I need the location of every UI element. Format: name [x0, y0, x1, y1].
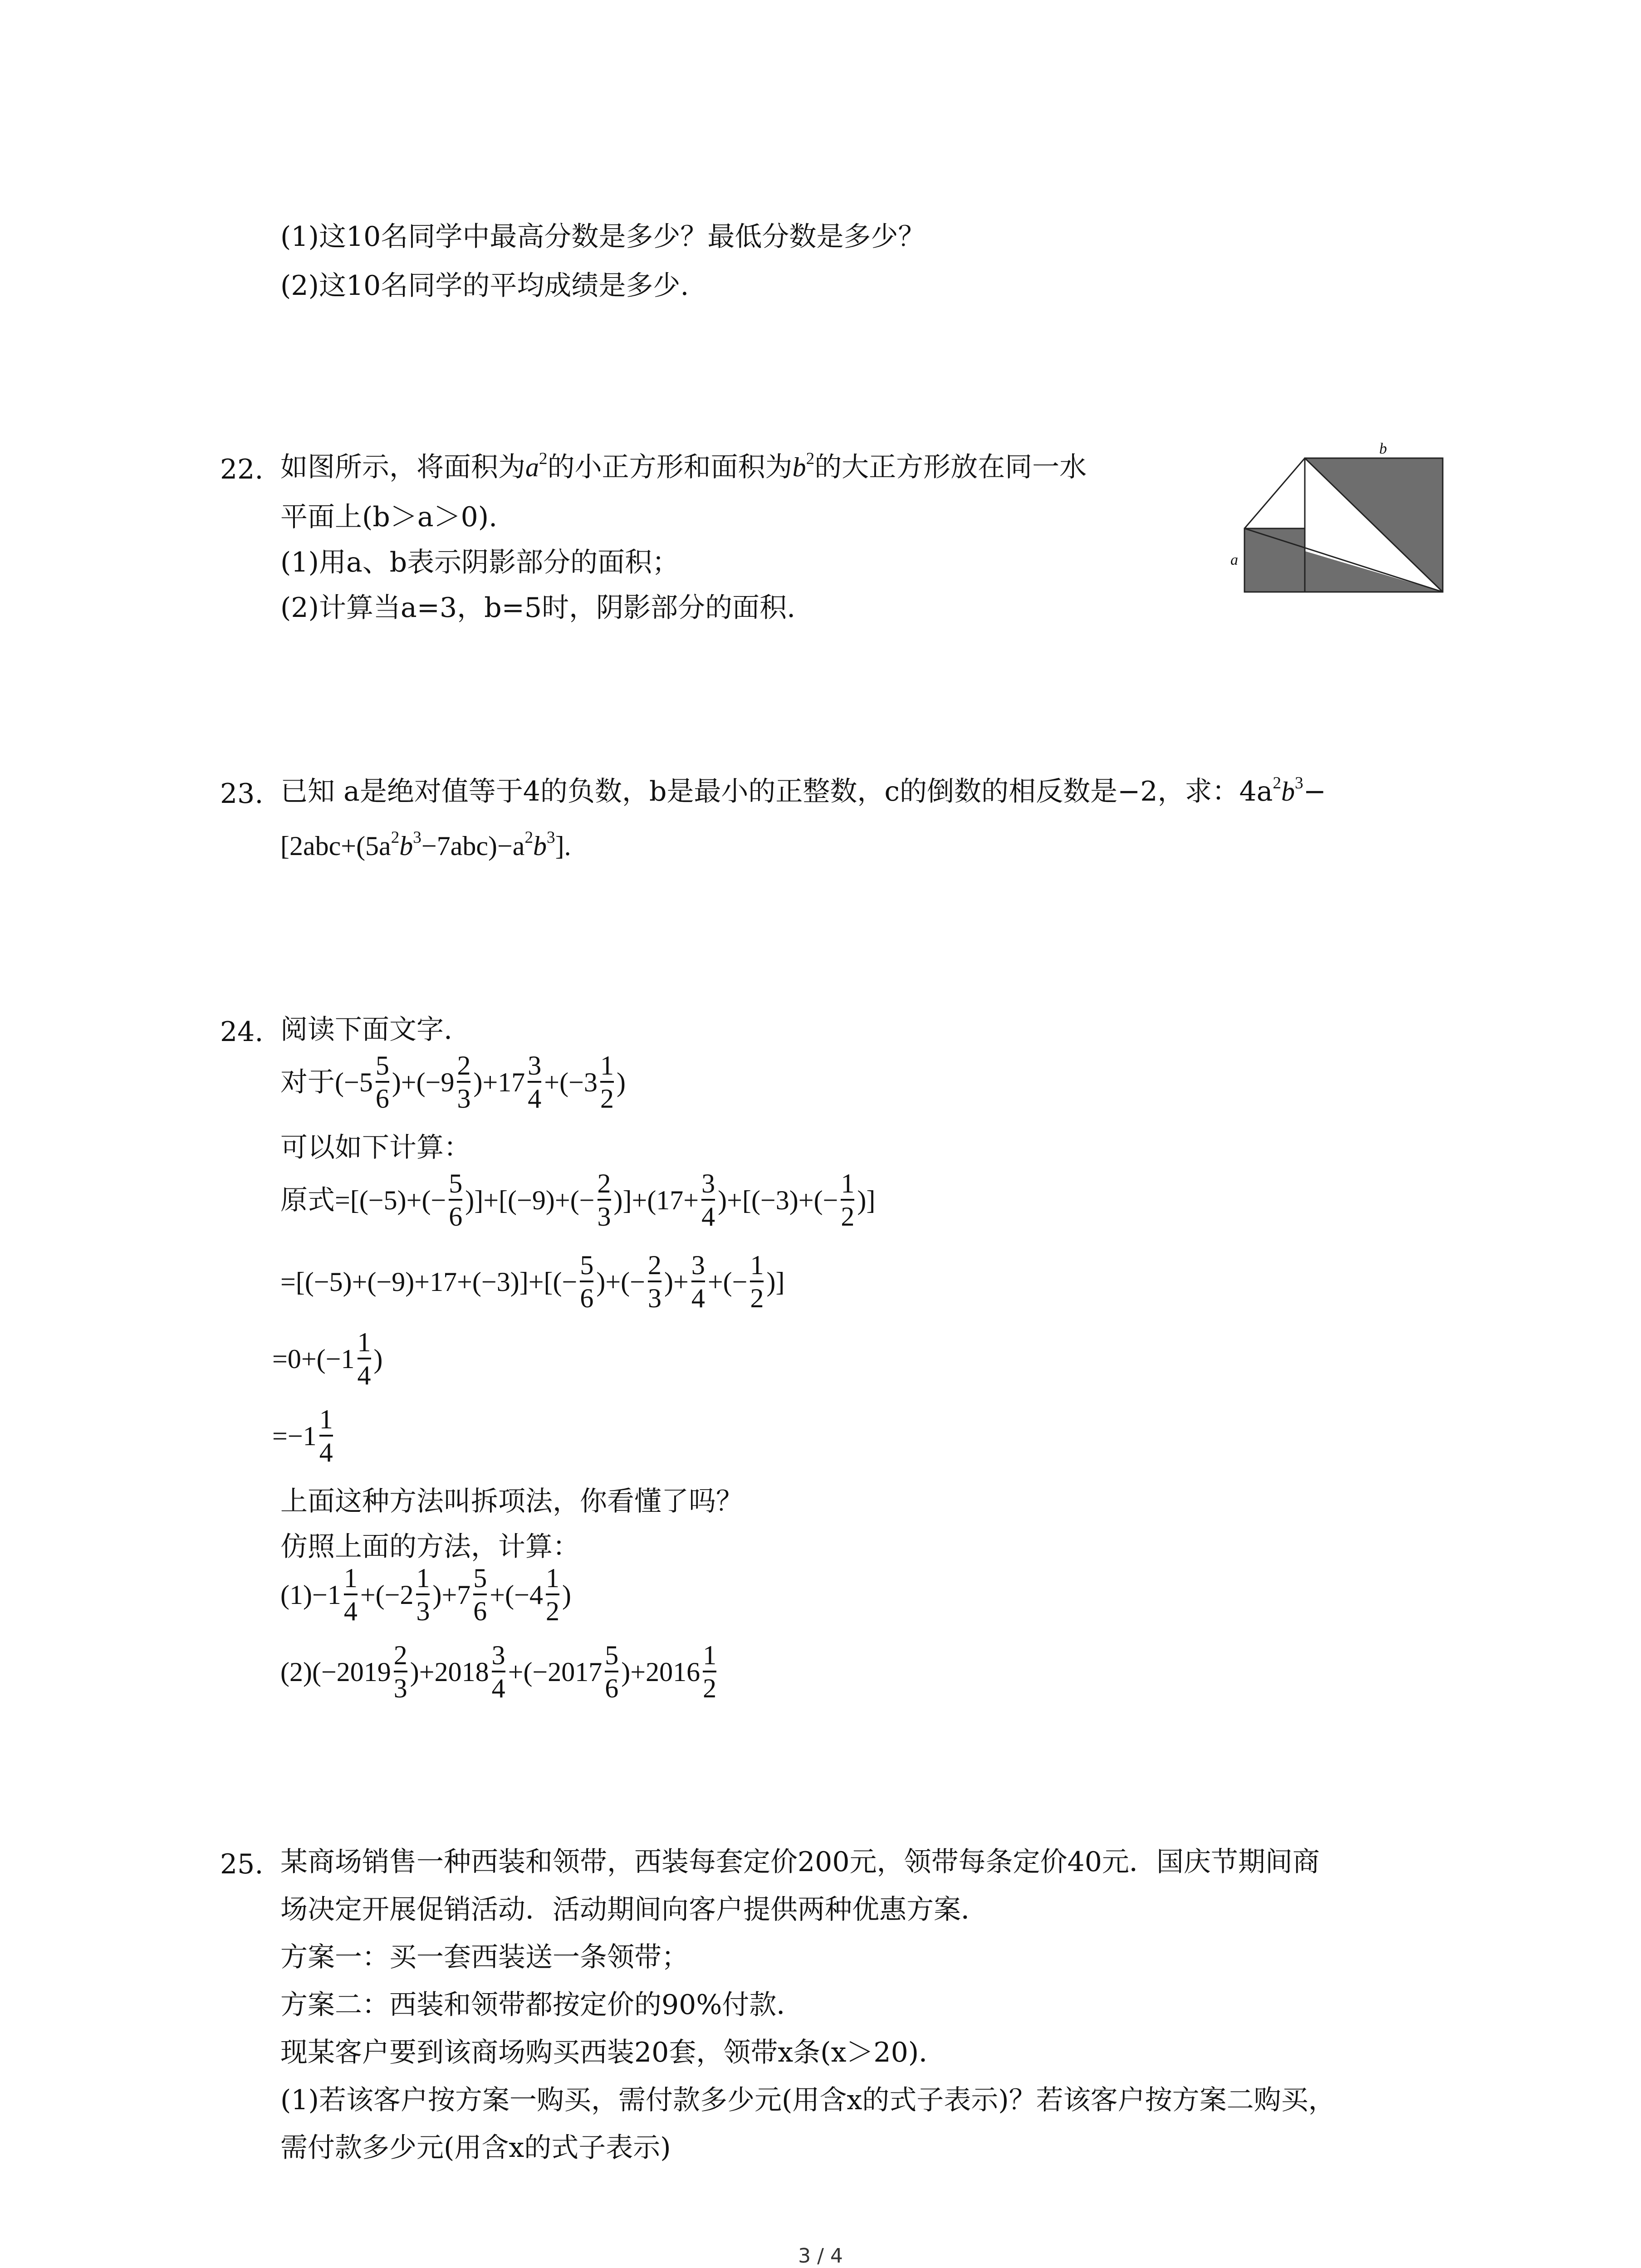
q23-line1-a: 已知 a是绝对值等于4的负数，b是最小的正整数，c的倒数的相反数是−2，求：4a — [280, 776, 1273, 807]
q22-var-a: a — [525, 452, 539, 482]
q22-line1 — [280, 450, 1087, 483]
q24-e1-d: +(−3 — [544, 1067, 598, 1097]
q22-exp-b: 2 — [806, 450, 815, 469]
q25-number: 25. — [220, 1848, 264, 1880]
fraction: $\frac{3}{4}$ — [491, 1640, 505, 1703]
q24-expr-regroup — [280, 1251, 784, 1313]
q24-e5-a: =−1 — [272, 1421, 317, 1451]
q25-line2: 场决定开展促销活动．活动期间向客户提供两种优惠方案． — [280, 1894, 988, 1926]
q24-orig-label: 原式 — [280, 1184, 335, 1216]
q22-label-a: a — [1230, 552, 1238, 568]
q22-var-b: b — [792, 452, 806, 482]
q24-e3-d: +(− — [707, 1267, 748, 1297]
q24-p2-d: )+2016 — [621, 1657, 700, 1687]
q23-line2-d: b — [533, 831, 547, 861]
q22-line1-c: 的大正方形放在同一水 — [814, 451, 1087, 483]
fraction: $\frac{5}{6}$ — [449, 1168, 463, 1232]
q23-line2-c: −7abc)−a — [421, 831, 525, 861]
q24-p1-e: ) — [562, 1580, 571, 1610]
fraction: $\frac{1}{4}$ — [319, 1404, 333, 1467]
q24-expr-orig — [280, 1169, 875, 1231]
q24-expr-step3 — [272, 1328, 382, 1390]
q24-explain2: 仿照上面的方法，计算： — [280, 1531, 580, 1563]
q24-e2-a: =[(−5)+(− — [335, 1185, 446, 1215]
q21-part1: (1)这10名同学中最高分数是多少？最低分数是多少？ — [280, 221, 926, 253]
q24-title: 阅读下面文字. — [280, 1014, 453, 1046]
q24-p2-b: )+2018 — [410, 1657, 489, 1687]
q23-exp-b3: 3 — [547, 828, 555, 847]
fraction: $\frac{3}{4}$ — [701, 1168, 715, 1232]
q24-can-compute: 可以如下计算： — [280, 1132, 471, 1163]
fraction: $\frac{1}{2}$ — [750, 1250, 764, 1313]
fraction: $\frac{1}{2}$ — [841, 1168, 855, 1232]
q23-line2-a: [2abc+(5a — [280, 831, 391, 861]
fraction: $\frac{1}{2}$ — [600, 1051, 614, 1114]
q24-for-label: 对于 — [280, 1066, 335, 1098]
q22-line2: 平面上(b＞a＞0). — [280, 501, 498, 533]
q24-part1 — [280, 1564, 571, 1626]
fraction: $\frac{1}{2}$ — [545, 1563, 559, 1626]
fraction: $\frac{2}{3}$ — [648, 1250, 661, 1313]
q24-expr-given — [280, 1051, 626, 1113]
q24-expr-result — [272, 1405, 336, 1467]
q24-e2-e: )] — [857, 1185, 876, 1215]
q23-number: 23. — [220, 778, 264, 810]
q23-exp-a3: 2 — [524, 828, 534, 847]
q25-line5: 现某客户要到该商场购买西装20套，领带x条(x＞20)． — [280, 2037, 946, 2068]
fraction: $\frac{2}{3}$ — [393, 1640, 407, 1703]
fraction: $\frac{5}{6}$ — [580, 1250, 594, 1313]
q25-line1: 某商场销售一种西装和领带，西装每套定价200元，领带每条定价40元．国庆节期间商 — [280, 1846, 1320, 1878]
q23-line1-b: b — [1281, 777, 1295, 807]
q24-e2-d: )+[(−3)+(− — [718, 1185, 838, 1215]
q24-e4-b: ) — [373, 1344, 383, 1374]
q23-line2-b: b — [399, 831, 413, 861]
q23-exp-b1: 3 — [1295, 774, 1303, 793]
q24-e1-b: )+(−9 — [392, 1067, 455, 1097]
q23-line2-e: ]. — [555, 831, 571, 861]
q24-e3-b: )+(− — [596, 1267, 645, 1297]
q22-line1-b: 的小正方形和面积为 — [547, 451, 793, 483]
fraction: $\frac{1}{2}$ — [703, 1640, 717, 1703]
fraction: $\frac{5}{6}$ — [605, 1640, 619, 1703]
q25-question1-line2: 需付款多少元(用含x的式子表示) — [280, 2132, 671, 2164]
fraction: $\frac{1}{4}$ — [357, 1327, 371, 1390]
fraction: $\frac{1}{3}$ — [416, 1563, 430, 1626]
fraction: $\frac{3}{4}$ — [528, 1051, 542, 1114]
fraction: $\frac{5}{6}$ — [473, 1563, 487, 1626]
q24-e4-a: =0+(−1 — [272, 1344, 355, 1374]
fraction: $\frac{3}{4}$ — [691, 1250, 705, 1313]
q23-line2 — [280, 828, 571, 861]
q23-line1-c: − — [1303, 776, 1326, 807]
q22-part2: (2)计算当a=3，b=5时，阴影部分的面积. — [280, 592, 796, 624]
q22-line1-a: 如图所示，将面积为 — [280, 451, 525, 483]
q24-e1-c: )+17 — [473, 1067, 525, 1097]
q24-p1-d: +(−4 — [490, 1580, 543, 1610]
q24-p1-b: +(−2 — [360, 1580, 414, 1610]
q22-exp-a: 2 — [539, 450, 548, 469]
fraction: $\frac{2}{3}$ — [597, 1168, 611, 1232]
q25-plan1: 方案一：买一套西装送一条领带； — [280, 1941, 689, 1973]
q22-squares-figure — [1230, 433, 1461, 596]
q21-part2: (2)这10名同学的平均成绩是多少. — [280, 270, 689, 302]
q24-e3-e: )] — [766, 1267, 785, 1297]
fraction: $\frac{1}{4}$ — [343, 1563, 358, 1626]
q23-exp-a2: 2 — [391, 828, 400, 847]
q22-label-b: b — [1379, 440, 1387, 457]
page-number: 3 / 4 — [798, 2244, 843, 2268]
q25-question1-line1: (1)若该客户按方案一购买，需付款多少元(用含x的式子表示)？若该客户按方案二购买， — [280, 2084, 1336, 2116]
q23-line1 — [280, 774, 1326, 807]
q24-p1-a: (1)−1 — [280, 1580, 341, 1610]
q24-number: 24. — [220, 1016, 264, 1048]
q24-p1-c: )+7 — [432, 1580, 471, 1610]
q24-e3-a: =[(−5)+(−9)+17+(−3)]+[(− — [280, 1267, 578, 1297]
q22-part1: (1)用a、b表示阴影部分的面积； — [280, 547, 680, 578]
q24-e1-e: ) — [616, 1067, 626, 1097]
fraction: $\frac{5}{6}$ — [375, 1051, 389, 1114]
q25-plan2: 方案二：西装和领带都按定价的90%付款． — [280, 1989, 804, 2021]
fraction: $\frac{2}{3}$ — [457, 1051, 471, 1114]
q24-e3-c: )+ — [664, 1267, 689, 1297]
q24-p2-a: (2)(−2019 — [280, 1657, 391, 1687]
q24-e2-c: )]+(17+ — [613, 1185, 699, 1215]
q24-part2 — [280, 1641, 719, 1703]
q24-p2-c: +(−2017 — [508, 1657, 603, 1687]
q23-exp-a1: 2 — [1273, 774, 1282, 793]
q24-e1-a: (−5 — [335, 1067, 373, 1097]
q24-e2-b: )]+[(−9)+(− — [465, 1185, 595, 1215]
q22-number: 22. — [220, 454, 264, 485]
q23-exp-b2: 3 — [413, 828, 421, 847]
q24-explain1: 上面这种方法叫拆项法，你看懂了吗？ — [280, 1486, 743, 1517]
q22-line-top-left — [1244, 458, 1305, 528]
